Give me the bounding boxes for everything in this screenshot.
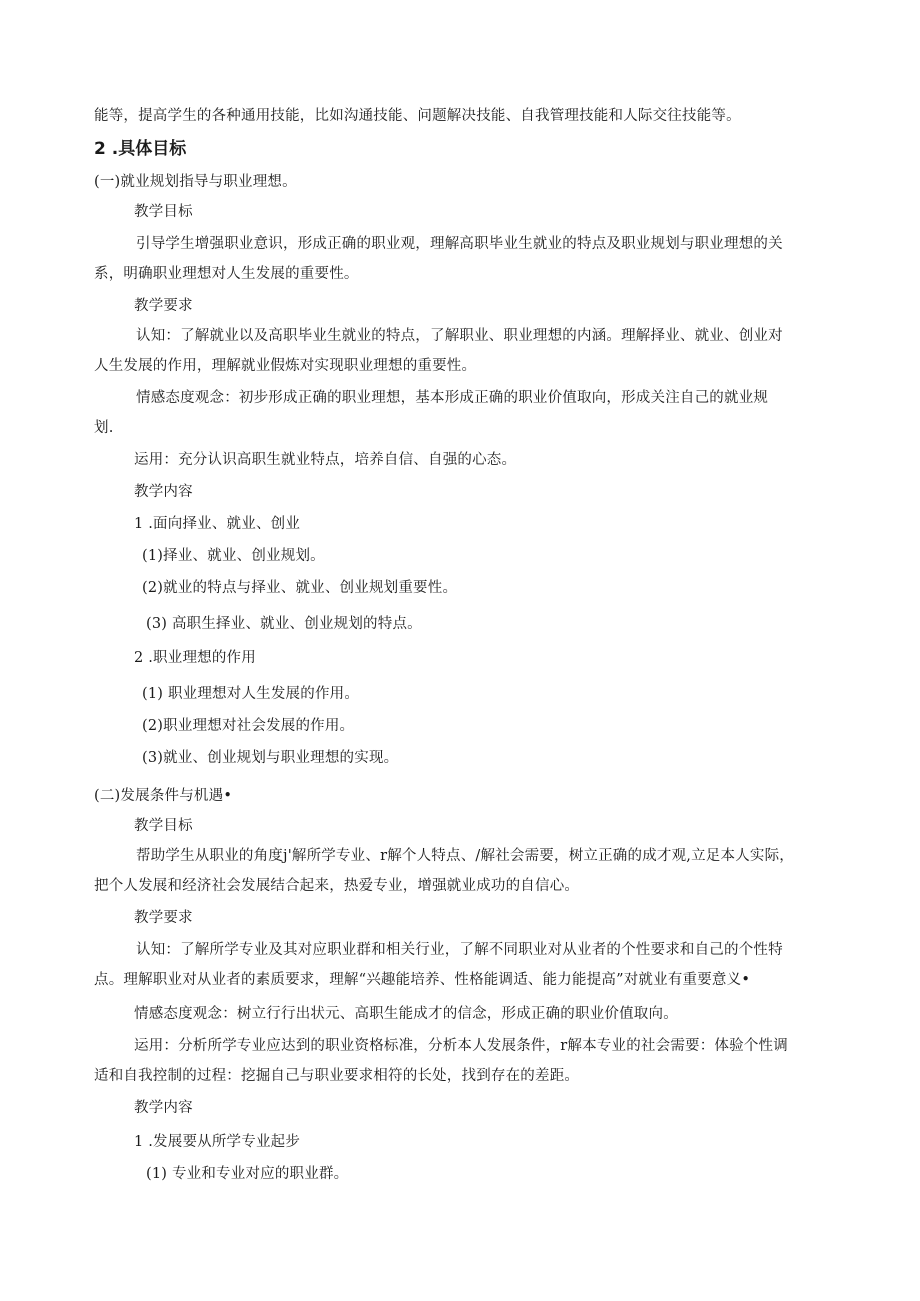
section-1-use-line: 运用：充分认识高职生就业特点，培养自信、自强的心态。 — [134, 452, 517, 468]
section-1-cognition-line-1: 认知：了解就业以及高职毕业生就业的特点，了解职业、职业理想的内涵。理解择业、就业、创业对 — [136, 328, 783, 344]
section-2-cognition-line-2: 点。理解职业对从业者的素质要求，理解“兴趣能培养、性格能调适、能力能提高”对就业有重要意义• — [94, 972, 751, 988]
section-1-req-label: 教学要求 — [134, 298, 193, 314]
section-2-item-1-1: (1) 专业和专业对应的职业群。 — [146, 1166, 349, 1182]
section-1-item-2-1: (1) 职业理想对人生发展的作用。 — [142, 686, 360, 702]
section-2-goal-label: 教学目标 — [134, 818, 193, 834]
section-2-goal-line-1: 帮助学生从职业的角度j'解所学专业、r解个人特点、/解社会需要，树立正确的成才观,立足本人实际， — [136, 848, 795, 864]
intro-line: 能等，提高学生的各种通用技能，比如沟通技能、问题解决技能、自我管理技能和人际交往技能等。 — [94, 108, 741, 124]
section-1-item-1-3: (3) 高职生择业、就业、创业规划的特点。 — [146, 616, 422, 632]
section-2-req-label: 教学要求 — [134, 910, 193, 926]
section-1-item-1-1: (1)择业、就业、创业规划。 — [142, 548, 325, 564]
section-1-content-label: 教学内容 — [134, 484, 193, 500]
section-1-emotion-line-1: 情感态度观念：初步形成正确的职业理想，基本形成正确的职业价值取向，形成关注自己的就业规 — [136, 390, 769, 406]
section-1-goal-line-2: 系，明确职业理想对人生发展的重要性。 — [94, 266, 359, 282]
section-1-cognition-line-2: 人生发展的作用，理解就业假炼对实现职业理想的重要性。 — [94, 358, 477, 374]
section-heading: 2 .具体目标 — [94, 139, 187, 159]
section-1-goal-label: 教学目标 — [134, 204, 193, 220]
section-1-goal-line-1: 引导学生增强职业意识，形成正确的职业观，理解高职毕业生就业的特点及职业规划与职业理想的关 — [136, 236, 783, 252]
section-2-goal-line-2: 把个人发展和经济社会发展结合起来，热爱专业，增强就业成功的自信心。 — [94, 878, 580, 894]
section-1-item-2: 2 .职业理想的作用 — [134, 650, 256, 666]
section-2-cognition-line-1: 认知：了解所学专业及其对应职业群和相关行业，了解不同职业对从业者的个性要求和自己的个性特 — [136, 942, 783, 958]
section-2-title: (二)发展条件与机遇• — [94, 788, 233, 804]
section-1-emotion-line-2: 划. — [94, 420, 114, 436]
section-2-content-label: 教学内容 — [134, 1100, 193, 1116]
section-2-use-line-2: 适和自我控制的过程：挖掘自己与职业要求相符的长处，找到存在的差距。 — [94, 1068, 580, 1084]
section-2-use-line-1: 运用：分析所学专业应达到的职业资格标准，分析本人发展条件，r解本专业的社会需要：体验个性调 — [134, 1038, 788, 1054]
section-1-item-2-3: (3)就业、创业规划与职业理想的实现。 — [142, 750, 399, 766]
section-2-item-1: 1 .发展要从所学专业起步 — [134, 1134, 301, 1150]
section-1-item-1-2: (2)就业的特点与择业、就业、创业规划重要性。 — [142, 580, 458, 596]
section-1-item-1: 1 .面向择业、就业、创业 — [134, 516, 301, 532]
section-2-emotion-line: 情感态度观念：树立行行出状元、高职生能成才的信念，形成正确的职业价值取向。 — [134, 1006, 678, 1022]
section-1-item-2-2: (2)职业理想对社会发展的作用。 — [142, 718, 355, 734]
section-1-title: (一)就业规划指导与职业理想。 — [94, 174, 297, 190]
